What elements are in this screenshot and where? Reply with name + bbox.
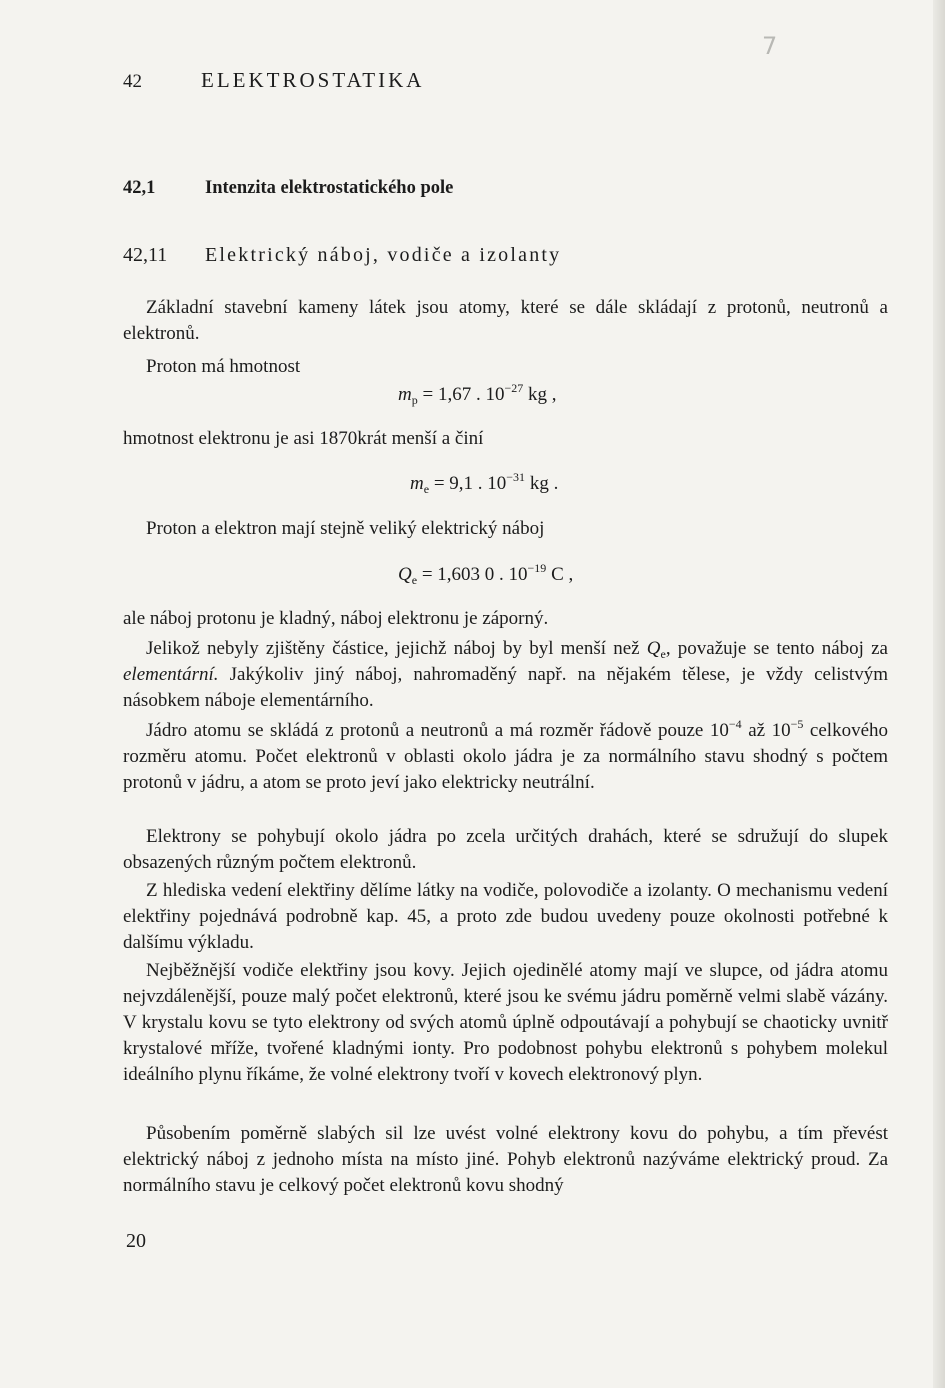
formula-exponent: −27	[504, 381, 524, 395]
paragraph-nucleus	[123, 718, 888, 796]
formula-subscript: e	[423, 482, 430, 496]
formula-exponent: −31	[506, 470, 526, 484]
formula-elementary-charge	[398, 562, 573, 588]
paragraph-proton-mass-intro: Proton má hmotnost	[146, 356, 301, 377]
emphasis-elementarni: elementární.	[123, 664, 219, 685]
formula-symbol: m	[410, 473, 424, 494]
chapter-title: ELEKTROSTATIKA	[201, 68, 425, 92]
formula-subscript: e	[411, 573, 418, 587]
chapter-header	[123, 68, 424, 94]
formula-subscript: p	[411, 393, 418, 407]
text-run: Jakýkoliv jiný náboj, nahromaděný např. na nějakém tělese, je vždy celistvým násobkem náboje elementárního.	[123, 664, 888, 711]
subsection-heading	[123, 244, 561, 267]
section-heading	[123, 178, 453, 199]
page-edge-shadow	[933, 0, 945, 1388]
section-number: 42,1	[123, 178, 156, 198]
subsection-title: Elektrický náboj, vodiče a izolanty	[205, 244, 562, 266]
formula-exponent: −19	[527, 561, 547, 575]
paragraph-electron-shells: Elektrony se pohybují okolo jádra po zcela určitých drahách, které se sdružují do slupek obsazených různým počtem elektronů.	[123, 826, 888, 873]
paragraph-conductors-classes: Z hlediska vedení elektřiny dělíme látky na vodiče, polovodiče a izolanty. O mechanismu vedení elektřiny pojednává podrobně kap. 45, a proto zde budou uvedeny pouze okolnosti potřebné k dalšímu výkladu.	[123, 880, 888, 953]
formula-value: = 9,1 . 10	[429, 473, 507, 494]
exponent: −4	[728, 717, 742, 731]
formula-value: = 1,603 0 . 10	[417, 564, 528, 585]
formula-symbol: m	[398, 384, 412, 405]
text-run: celkového rozměru atomu. Počet elektronů v oblasti okolo jádra je za normálního stavu shodný s počtem protonů v jádru, a atom se proto jeví jako elektricky neutrální.	[123, 720, 889, 793]
formula-unit: kg ,	[523, 384, 557, 405]
paragraph-electron-mass-intro: hmotnost elektronu je asi 1870krát menší a činí	[123, 428, 484, 449]
text-run: Jádro atomu se skládá z protonů a neutronů a má rozměr řádově pouze 10	[146, 720, 729, 741]
paragraph-electric-current: Působením poměrně slabých sil lze uvést volné elektrony kovu do pohybu, a tím převést elektrický náboj z jednoho místa na místo jiné. Pohyb elektronů nazýváme elektrický proud. Za normálního stavu je celkový počet elektronů kovu shodný	[123, 1123, 888, 1196]
inline-subscript-e: e	[660, 647, 666, 661]
chapter-number: 42	[123, 71, 142, 92]
formula-value: = 1,67 . 10	[417, 384, 505, 405]
text-run: , považuje se tento náboj za	[665, 638, 888, 659]
formula-unit: C ,	[546, 564, 574, 585]
exponent: −5	[790, 717, 804, 731]
margin-pencil-mark: 7	[762, 32, 778, 60]
section-title: Intenzita elektrostatického pole	[205, 178, 454, 198]
formula-electron-mass	[410, 471, 558, 497]
formula-unit: kg .	[525, 473, 559, 494]
inline-symbol-q: Q	[646, 638, 661, 659]
text-run: až 10	[741, 720, 791, 741]
subsection-number: 42,11	[123, 244, 168, 266]
paragraph-charge-intro: Proton a elektron mají stejně veliký elektrický náboj	[146, 518, 545, 539]
text-run: Jelikož nebyly zjištěny částice, jejichž náboj by byl menší než	[146, 638, 647, 659]
formula-proton-mass	[398, 382, 556, 408]
paragraph-charge-sign: ale náboj protonu je kladný, náboj elektronu je záporný.	[123, 608, 549, 629]
paragraph-elementary-charge	[123, 636, 888, 714]
formula-symbol: Q	[398, 564, 412, 585]
page-number: 20	[126, 1230, 146, 1252]
paragraph-atoms: Základní stavební kameny látek jsou atomy, které se dále skládají z protonů, neutronů a elektronů.	[123, 297, 888, 344]
paragraph-metals: Nejběžnější vodiče elektřiny jsou kovy. Jejich ojedinělé atomy mají ve slupce, od jádra atomu nejvzdálenější, pouze malý počet elektronů, které jsou ke svému jádru poměrně velmi slabě vázány. V krystalu kovu se tyto elektrony od svých atomů úplně odpoutávají a pohybují se chaoticky uvnitř krystalové mříže, tvořené kladnými ionty. Pro podobnost pohybu elektronů s pohybem molekul ideálního plynu říkáme, že volné elektrony tvoří v kovech elektronový plyn.	[123, 960, 888, 1085]
